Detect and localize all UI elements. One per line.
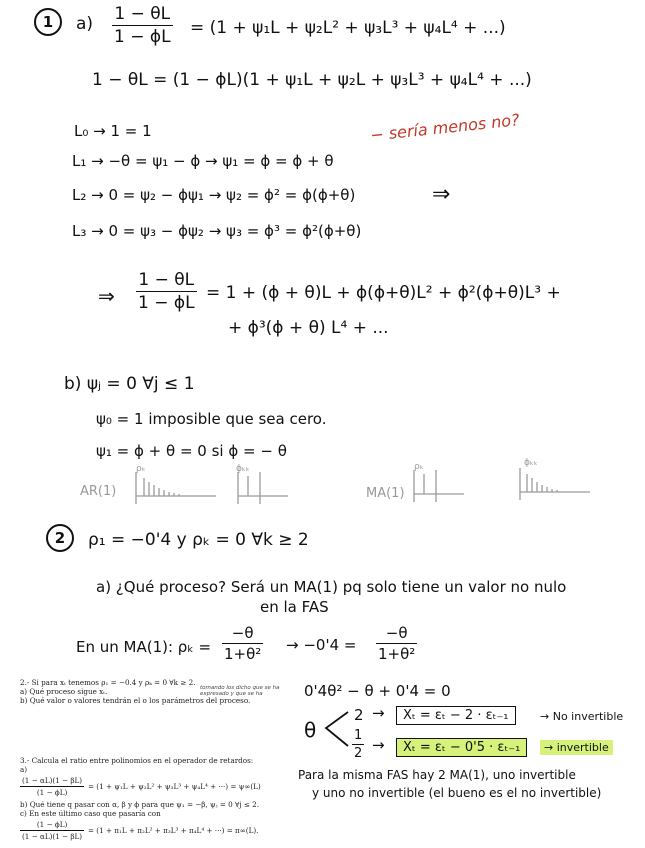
ar1-pacf-sketch [232,470,292,510]
solution-2-note: → invertible [540,740,613,755]
problem-2-given: ρ₁ = −0'4 y ρₖ = 0 ∀k ≥ 2 [88,530,309,550]
q2-title: 2.- Si para xₜ tenemos ρ₁ = −0.4 y ρₖ = 0 ∀k ≥ 2. [20,678,196,687]
q3-eq2-fraction [20,820,84,841]
q2-a: a) Qué proceso sigue xₜ. [20,687,108,696]
ma1-rho-fraction [222,624,263,663]
solution-2-box: Xₜ = εₜ − 0'5 · εₜ₋₁ [396,738,527,757]
quadratic-eq: 0'4θ² − θ + 0'4 = 0 [304,682,451,700]
problem-2-part-a-2: en la FAS [260,598,329,616]
root-2-denominator: 2 [354,746,363,761]
result-arrow: ⇒ [98,284,115,308]
eq-l1: L₁ → −θ = ψ₁ − ϕ → ψ₁ = ϕ = ϕ + θ [72,152,334,170]
q3-eq1-denominator: (1 − ϕL) [36,788,68,797]
ma1-pacf-sketch [514,466,594,506]
eq1-lhs-denominator: 1 − ϕL [114,27,171,47]
q3-eq2-denominator: (1 − αL)(1 − βL) [22,832,83,841]
q3-eq2-rhs: = (1 + π₁L + π₂L² + π₃L³ + π₄L⁴ + ···) = π∞(L). [88,826,259,835]
ma1-phi-label: ϕₖₖ [524,458,538,468]
eq1-rhs: = (1 + ψ₁L + ψ₂L² + ψ₃L³ + ψ₄L⁴ + ...) [190,18,506,38]
solution-1-note: → No invertible [540,710,624,723]
q3-eq1-numerator: (1 − αL)(1 − βL) [22,776,83,785]
eq1-lhs-fraction [112,4,173,47]
arrow-to-sol1: → [372,704,385,722]
conclusion-1: Para la misma FAS hay 2 MA(1), uno invertible [298,768,576,782]
eq1-lhs-numerator: 1 − θL [114,4,171,24]
solution-1-box: Xₜ = εₜ − 2 · εₜ₋₁ [396,706,516,725]
ar1-acf-sketch [132,470,222,510]
ma1-rho-denominator: 1+θ² [224,645,262,663]
root-1: 2 [354,706,364,724]
q3-eq1-rhs: = (1 + ψ₁L + ψ₂L² + ψ₃L³ + ψ₄L⁴ + ···) = ψ∞(L) [88,782,261,791]
problem-1-number: 1 [34,8,62,36]
root-2-fraction [352,728,364,761]
result-rhs-1: = 1 + (ϕ + θ)L + ϕ(ϕ+θ)L² + ϕ²(ϕ+θ)L³ + [206,283,561,303]
margin-note: − sería menos no? [369,110,521,145]
q3-b: b) Qué tiene q pasar con α, β y ϕ para que ψ₁ = −β, ψⱼ = 0 ∀j ≤ 2. [20,800,259,809]
q2-handwritten-note: tomando los dicho que se ha expresado y que se ha [200,685,280,697]
ma1-arrow-lhs: → −0'4 = [286,636,357,654]
arrow-to-sol2: → [372,736,385,754]
result-fraction [136,270,197,313]
eq-l0: L₀ → 1 = 1 [74,122,152,140]
ma1-rho-label: ρₖ [414,462,424,472]
result-rhs-2: + ϕ³(ϕ + θ) L⁴ + ... [228,318,389,338]
part-b-label: b) ψⱼ = 0 ∀j ≤ 1 [64,374,195,394]
ma1-rho-numerator: −θ [231,624,254,642]
q3-eq1-fraction [20,776,84,797]
part-b-line2: ψ₁ = ϕ + θ = 0 si ϕ = − θ [96,442,287,460]
ar1-label: AR(1) [80,484,117,499]
root-2-numerator: 1 [354,728,363,743]
implies-arrow: ⇒ [432,182,451,207]
ma1-eq-denominator: 1+θ² [378,645,416,663]
q3-title: 3.- Calcula el ratio entre polinomios en el operador de retardos: [20,756,254,765]
ma1-line-prefix: En un MA(1): ρₖ = [76,638,212,656]
eq-l2: L₂ → 0 = ψ₂ − ϕψ₁ → ψ₂ = ϕ² = ϕ(ϕ+θ) [72,186,356,204]
ar1-phi-label: ϕₖₖ [236,464,250,474]
q3-c: c) En este último caso que pasaría con [20,809,161,818]
ma1-acf-sketch [408,468,468,508]
ma1-label: MA(1) [366,486,405,501]
conclusion-2: y uno no invertible (el bueno es el no invertible) [312,786,602,800]
q3-a: a) [20,765,28,774]
ma1-eq-numerator: −θ [385,624,408,642]
part-a-label: a) [76,14,94,34]
q2-b: b) Qué valor o valores tendrán el o los parámetros del proceso. [20,696,251,705]
ar1-rho-label: ρₖ [136,464,146,474]
theta-symbol: θ [304,718,317,742]
result-denominator: 1 − ϕL [138,293,195,313]
q3-eq2-numerator: (1 − ϕL) [36,820,68,829]
ma1-eq-fraction [376,624,417,663]
eq-l3: L₃ → 0 = ψ₃ − ϕψ₂ → ψ₃ = ϕ³ = ϕ²(ϕ+θ) [72,222,362,240]
problem-2-part-a: a) ¿Qué proceso? Será un MA(1) pq solo tiene un valor no nulo [96,578,567,596]
eq2: 1 − θL = (1 − ϕL)(1 + ψ₁L + ψ₂L + ψ₃L³ + ψ₄L⁴ + ...) [92,70,532,90]
result-numerator: 1 − θL [138,270,195,290]
part-b-line1: ψ₀ = 1 imposible que sea cero. [96,410,327,428]
problem-2-number: 2 [46,524,74,552]
root-branch-sketch [322,706,352,752]
